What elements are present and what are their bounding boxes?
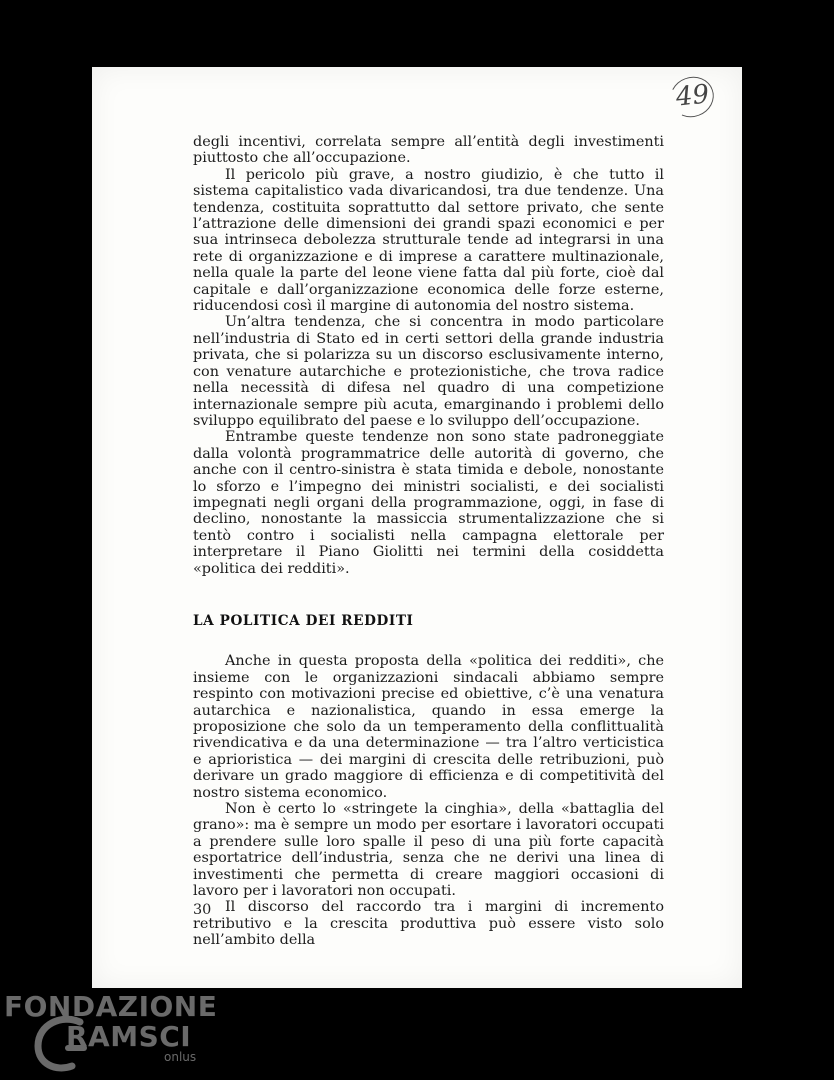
handwritten-page-note: 49	[674, 79, 711, 113]
body-text	[193, 134, 664, 949]
paragraph: Un’altra tendenza, che si concentra in modo particolare nell’industria di Stato ed in certi settori della grande industria privata, che si polarizza su un discorso esclusivamente interno, con venature autarchiche e protezionistiche, che trova radice nella necessità di difesa nel quadro di una competizione internazionale sempre più acuta, emarginando i problemi dello sviluppo equilibrato del paese e lo sviluppo dell’occupazione.	[193, 314, 664, 429]
paragraph-continuation: degli incentivi, correlata sempre all’entità degli investimenti piuttosto che all’occupazione.	[193, 134, 664, 167]
paragraph: Non è certo lo «stringete la cinghia», della «battaglia del grano»: ma è sempre un modo per esortare i lavoratori occupati a prendere sulle loro spalle il peso di una più forte capacità esportatrice dell’industria, senza che ne derivi una linea di investimenti che permetta di creare maggiori occasioni di lavoro per i lavoratori non occupati.	[193, 801, 664, 900]
document-page	[92, 67, 742, 988]
paragraph: Anche in questa proposta della «politica dei redditi», che insieme con le organizzazioni sindacali abbiamo sempre respinto con motivazioni precise ed obiettive, c’è una venatura autarchica e nazionalistica, quando in essa emerge la proposizione che solo da un temperamento della conflittualità rivendicativa e da una determinazione — tra l’altro verticistica e aprioristica — dei margini di crescita delle retribuzioni, può derivare un grado maggiore di efficienza e di competitività del nostro sistema economico.	[193, 653, 664, 801]
section-heading: LA POLITICA DEI REDDITI	[193, 612, 414, 629]
watermark-line1: FONDAZIONE	[4, 990, 218, 1023]
watermark-suffix: onlus	[164, 1050, 197, 1064]
paragraph: Il discorso del raccordo tra i margini di incremento retributivo e la crescita produttiva può essere visto solo nell’ambito della	[193, 899, 664, 949]
page-number: 30	[193, 902, 212, 918]
paragraph: Entrambe queste tendenze non sono state padroneggiate dalla volontà programmatrice delle autorità di governo, che anche con il centro-sinistra è stata timida e debole, nonostante lo sforzo e l’impegno dei ministri socialisti, e dei socialisti impegnati negli organi della programmazione, oggi, in fase di declino, nonostante la massiccia strumentalizzazione che si tentò contro i socialisti nella campagna elettorale per interpretare il Piano Giolitti nei termini della cosiddetta «politica dei redditi».	[193, 429, 664, 577]
watermark-line2: RAMSCI	[66, 1020, 192, 1053]
watermark-logo	[4, 990, 218, 1076]
paragraph: Il pericolo più grave, a nostro giudizio, è che tutto il sistema capitalistico vada divaricandosi, tra due tendenze. Una tendenza, costituita soprattutto dal settore privato, che sente l’attrazione delle dimensioni dei grandi spazi economici e per sua intrinseca debolezza strutturale tende ad integrarsi in una rete di organizzazione e di imprese a carattere multinazionale, nella quale la parte del leone viene fatta dal più forte, cioè dal capitale e dall’organizzazione economica delle forze esterne, riducendosi così il margine di autonomia del nostro sistema.	[193, 166, 664, 315]
